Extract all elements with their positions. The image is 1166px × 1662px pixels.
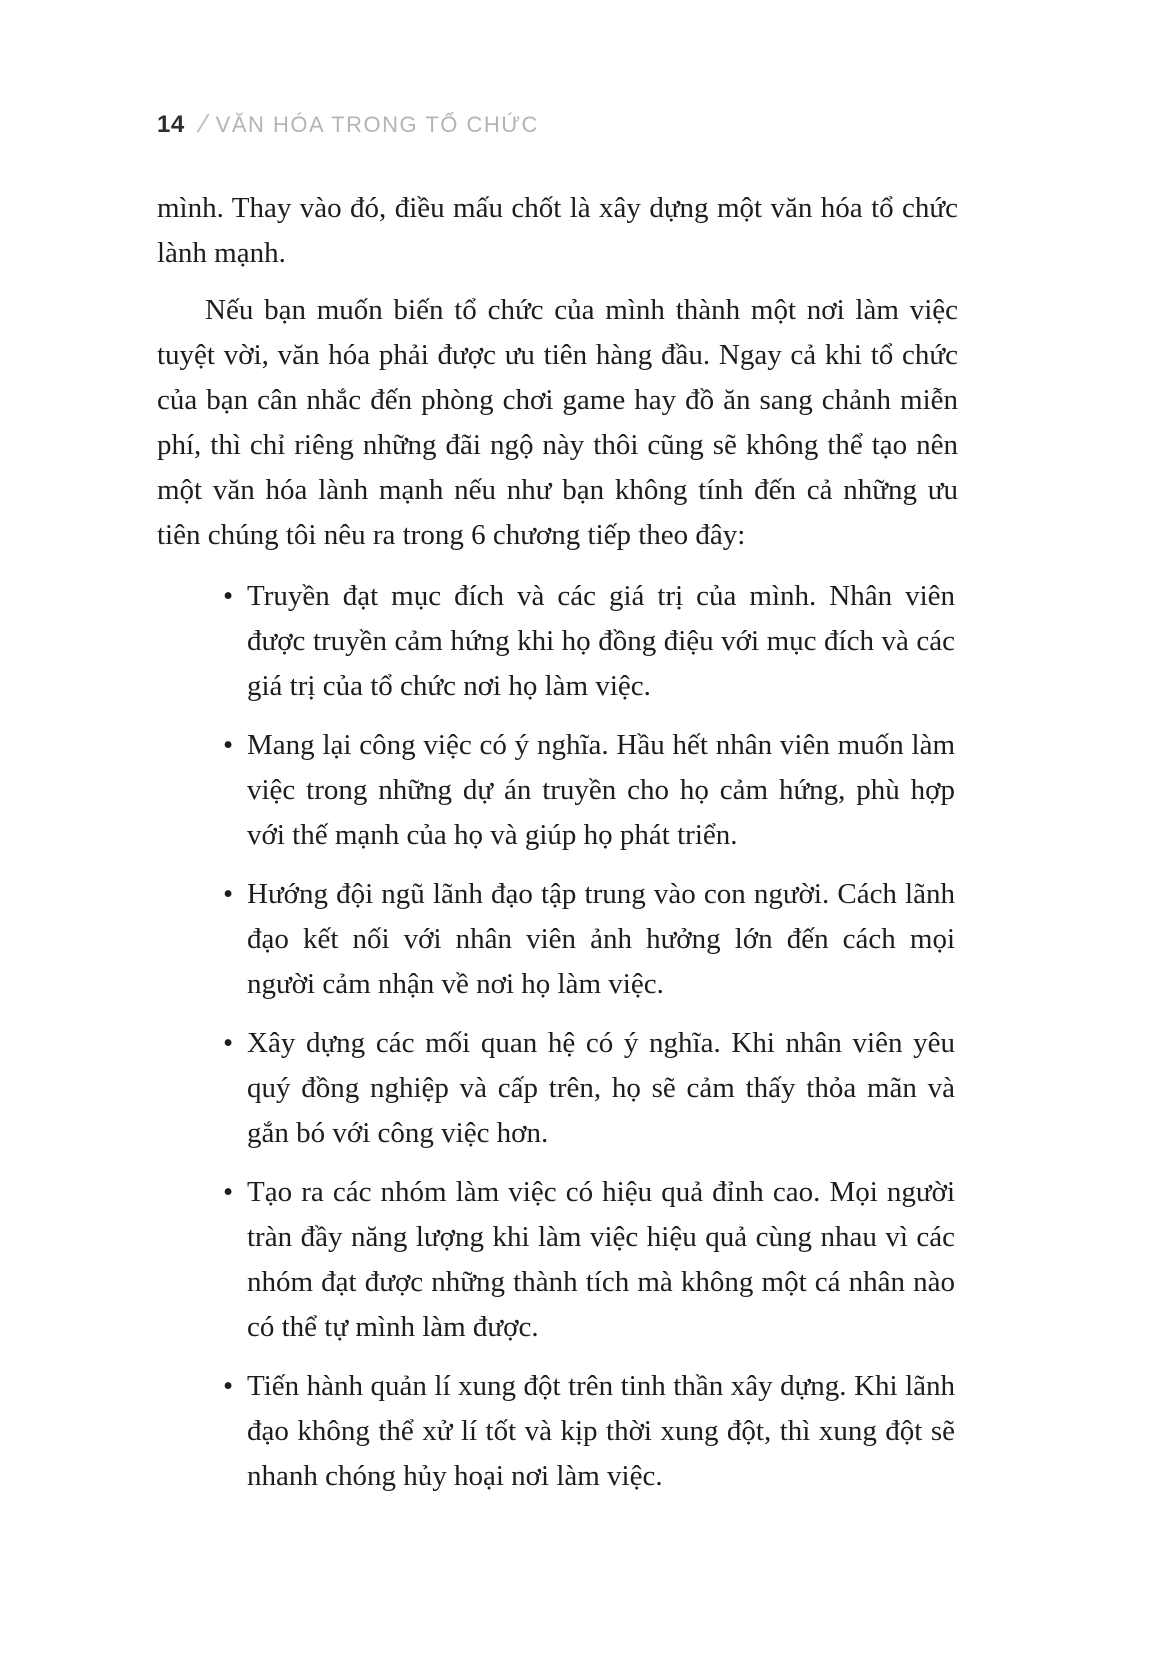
priority-bullet-list: [157, 574, 958, 1499]
page-number: 14: [157, 111, 185, 138]
list-item: [223, 872, 955, 1007]
bullet-dot-icon: •: [223, 729, 234, 761]
bullet-text: Truyền đạt mục đích và các giá trị của mình. Nhân viên được truyền cảm hứng khi họ đồng điệu với mục đích và các giá trị của tổ chức nơi họ làm việc.: [247, 580, 955, 702]
bullet-dot-icon: •: [223, 1027, 234, 1059]
bullet-text: Xây dựng các mối quan hệ có ý nghĩa. Khi nhân viên yêu quý đồng nghiệp và cấp trên, họ sẽ cảm thấy thỏa mãn và gắn bó với công việc hơn.: [247, 1027, 955, 1149]
page-header: [157, 110, 539, 139]
bullet-text: Hướng đội ngũ lãnh đạo tập trung vào con người. Cách lãnh đạo kết nối với nhân viên ảnh hưởng lớn đến cách mọi người cảm nhận về nơi họ làm việc.: [247, 878, 955, 1000]
list-item: [223, 1021, 955, 1156]
header-separator-slash: /: [196, 110, 208, 138]
bullet-dot-icon: •: [223, 1370, 234, 1402]
bullet-dot-icon: •: [223, 580, 234, 612]
bullet-text: Tạo ra các nhóm làm việc có hiệu quả đỉnh cao. Mọi người tràn đầy năng lượng khi làm việc hiệu quả cùng nhau vì các nhóm đạt được những thành tích mà không một cá nhân nào có thể tự mình làm được.: [247, 1176, 955, 1343]
list-item: [223, 723, 955, 858]
list-item: [223, 574, 955, 709]
bullet-text: Mang lại công việc có ý nghĩa. Hầu hết nhân viên muốn làm việc trong những dự án truyền cho họ cảm hứng, phù hợp với thế mạnh của họ và giúp họ phát triển.: [247, 729, 955, 851]
list-item: [223, 1170, 955, 1350]
paragraph-continuation: mình. Thay vào đó, điều mấu chốt là xây dựng một văn hóa tổ chức lành mạnh.: [157, 192, 958, 269]
body-text: [157, 186, 958, 1513]
running-title: VĂN HÓA TRONG TỔ CHỨC: [215, 112, 539, 137]
bullet-dot-icon: •: [223, 878, 234, 910]
list-item: [223, 1364, 955, 1499]
bullet-text: Tiến hành quản lí xung đột trên tinh thần xây dựng. Khi lãnh đạo không thể xử lí tốt và kịp thời xung đột, thì xung đột sẽ nhanh chóng hủy hoại nơi làm việc.: [247, 1370, 955, 1492]
paragraph-intro: Nếu bạn muốn biến tổ chức của mình thành một nơi làm việc tuyệt vời, văn hóa phải được ưu tiên hàng đầu. Ngay cả khi tổ chức của bạn cân nhắc đến phòng chơi game hay đồ ăn sang chảnh miễn phí, thì chỉ riêng những đãi ngộ này thôi cũng sẽ không thể tạo nên một văn hóa lành mạnh nếu như bạn không tính đến cả những ưu tiên chúng tôi nêu ra trong 6 chương tiếp theo đây:: [157, 294, 958, 551]
bullet-dot-icon: •: [223, 1176, 234, 1208]
